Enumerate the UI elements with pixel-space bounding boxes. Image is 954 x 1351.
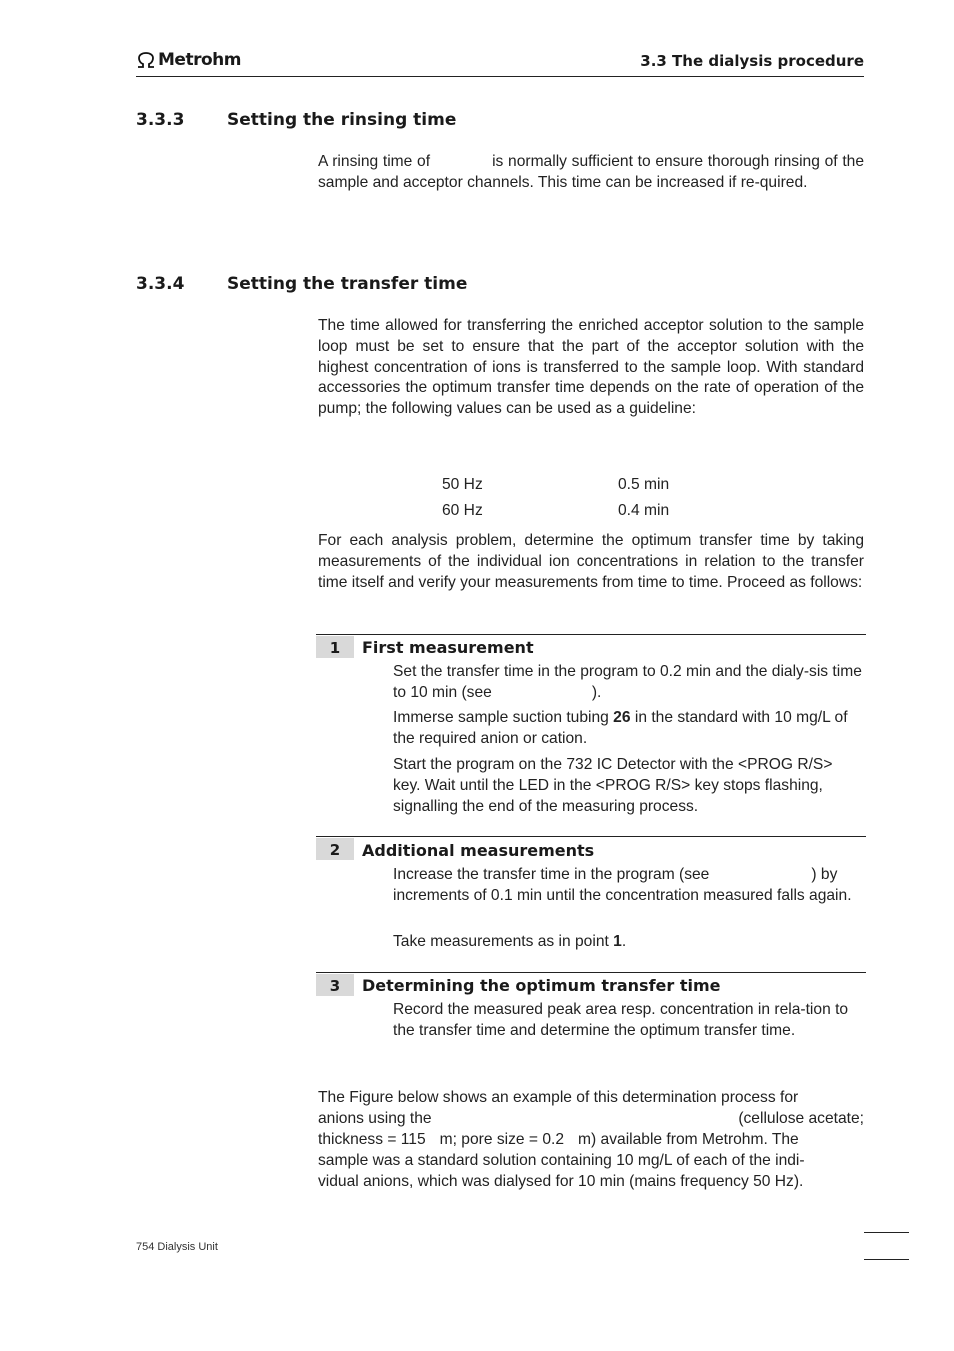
section-number-333: 3.3.3	[136, 110, 185, 130]
table-cell	[618, 476, 669, 494]
brand-name: Metrohm	[158, 50, 241, 70]
table-row	[442, 502, 483, 520]
step-2-text-1: Increase the transfer time in the program (see ) by increments of 0.1 min until the concentration measured falls again.	[393, 866, 852, 904]
rinsing-paragraph	[318, 152, 864, 194]
table-cell	[618, 502, 669, 520]
closing-line-1: The Figure below shows an example of this determination process for	[318, 1089, 799, 1106]
footer-document-name: 754 Dialysis Unit	[136, 1241, 218, 1253]
header-divider	[136, 76, 864, 77]
step-1-number: 1	[316, 636, 354, 658]
brand-logo	[136, 50, 241, 70]
step-1-text-2: Immerse sample suction tubing 26 in the standard with 10 mg/L of the required anion or cation.	[393, 709, 848, 747]
footer-rule-top	[864, 1232, 909, 1233]
step-1-rule	[316, 634, 866, 635]
rinsing-text-a: A rinsing time of	[318, 153, 431, 170]
step-3-number: 3	[316, 974, 354, 996]
closing-line-2: anions using the (cellulose acetate;	[318, 1110, 864, 1127]
time-60hz: 0.4 min	[618, 502, 670, 519]
step-3-title: Determining the optimum transfer time	[362, 976, 721, 995]
closing-line-4: sample was a standard solution containing 10 mg/L of each of the indi-	[318, 1152, 805, 1169]
step-1-text-1: Set the transfer time in the program to 0.2 min and the dialy-sis time to 10 min (see ).	[393, 663, 862, 701]
time-50hz: 0.5 min	[618, 476, 670, 493]
step-2-title: Additional measurements	[362, 841, 595, 860]
freq-60hz: 60 Hz	[442, 502, 483, 519]
step-2-number: 2	[316, 838, 354, 860]
closing-line-5: vidual anions, which was dialysed for 10 min (mains frequency 50 Hz).	[318, 1173, 804, 1190]
step-3-text-1: Record the measured peak area resp. concentration in rela-tion to the transfer time and determine the optimum transfer time.	[393, 1001, 849, 1039]
step-2-text-2: Take measurements as in point 1.	[393, 933, 627, 950]
section-title-334: Setting the transfer time	[227, 274, 468, 294]
step-2-rule	[316, 836, 866, 837]
transfer-paragraph: The time allowed for transferring the enriched acceptor solution to the sample loop must be set to ensure that the part of the acceptor solution with the highest concentration of ions is transferred to the sample loop. With standard accessories the optimum transfer time depends on the rate of operation of the pump; the following values can be used as a guideline:	[318, 317, 864, 418]
section-title-333: Setting the rinsing time	[227, 110, 457, 130]
step-1-text-3: Start the program on the 732 IC Detector with the <PROG R/S> key. Wait until the LED in the <PROG R/S> key stops flashing, signalling the end of the measuring process.	[393, 756, 833, 815]
freq-50hz: 50 Hz	[442, 476, 483, 493]
step-1-title: First measurement	[362, 638, 534, 657]
running-header-section: 3.3 The dialysis procedure	[640, 52, 864, 70]
step-3-rule	[316, 972, 866, 973]
section-number-334: 3.3.4	[136, 274, 185, 294]
metrohm-omega-icon	[136, 52, 156, 68]
closing-line-3: thickness = 115 m; pore size = 0.2 m) available from Metrohm. The	[318, 1131, 799, 1148]
table-row	[442, 476, 483, 494]
procedure-intro-paragraph: For each analysis problem, determine the optimum transfer time by taking measurements of the individual ion concentrations in relation to the transfer time itself and verify your measurements from time to time. Proceed as follows:	[318, 532, 864, 591]
footer-rule-bottom	[864, 1259, 909, 1260]
rinsing-text-b: is normally sufficient to ensure thorough rinsing of the sample and acceptor channels. This time can be increased if re-quired.	[318, 153, 864, 191]
